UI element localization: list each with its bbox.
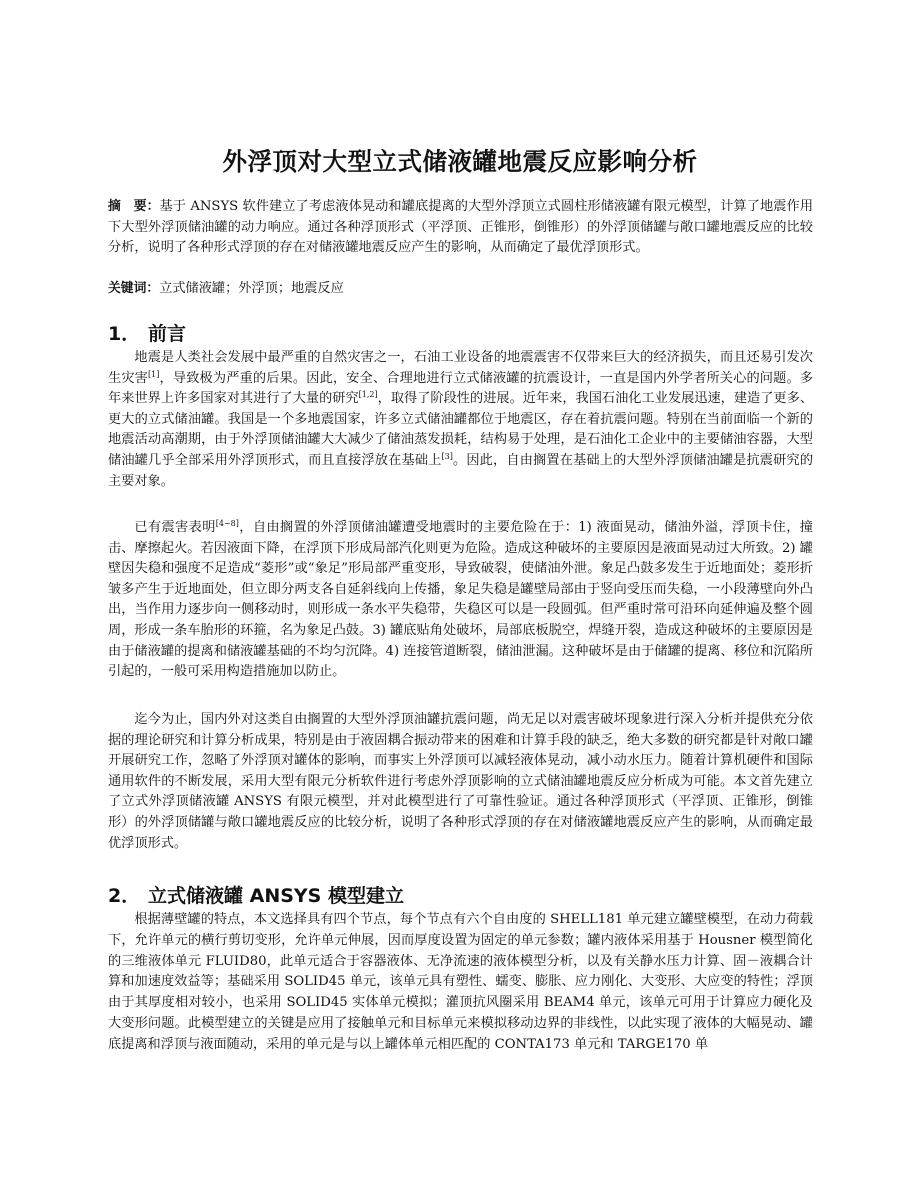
section-2-number: 2． — [108, 885, 141, 907]
text-run: ，导致极为严重的后果。因此，安全、合理地进行立式储液罐的抗震设计，一直是国内外学者所关心的问题。多年来世界上许多国家对其进行了大量的研究 — [108, 370, 814, 407]
citation: [4~8] — [215, 519, 239, 528]
section-1-number: 1． — [108, 323, 141, 345]
section-1-title: 前言 — [148, 323, 187, 345]
section-2-title: 立式储液罐 ANSYS 模型建立 — [148, 885, 404, 907]
citation: [3] — [441, 451, 453, 461]
abstract-text: 基于 ANSYS 软件建立了考虑液体晃动和罐底提离的大型外浮顶立式圆柱形储液罐有限元模型，计算了地震作用下大型外浮顶储油罐的动力响应。通过各种浮顶形式（平浮顶、正锥形，倒锥形）的外浮顶储罐与敞口罐地震反应的比较分析，说明了各种形式浮顶的存在对储液罐地震反应产生的影响，从而确定了最优浮顶形式。 — [108, 199, 814, 255]
section-2-heading — [108, 884, 813, 908]
paper-title: 外浮顶对大型立式储液罐地震反应影响分析 — [222, 147, 698, 176]
citation: [1] — [148, 369, 160, 379]
text-run: 已有震害表明 — [134, 520, 216, 535]
abstract — [108, 197, 813, 259]
section-1-paragraph-3: 迄今为止，国内外对这类自由搁置的大型外浮顶油罐抗震问题，尚无足以对震害破坏现象进行深入分析并提供充分依据的理论研究和计算分析成果，特别是由于液固耦合振动带来的困难和计算手段的缺乏，绝大多数的研究都是针对敞口罐开展研究工作，忽略了外浮顶对罐体的影响，而事实上外浮顶可以减轻液体晃动，减小动水压力。随着计算机硬件和国际通用软件的不断发展，采用大型有限元分析软件进行考虑外浮顶影响的立式储油罐地震反应分析成为可能。本文首先建立了立式外浮顶储液罐 ANSYS 有限元模型，并对此模型进行了可靠性验证。通过各种浮顶形式（平浮顶、正锥形，倒锥形）的外浮顶储罐与敞口罐地震反应的比较分析，说明了各种形式浮顶的存在对储液罐地震反应产生的影响，从而确定最优浮顶形式。 — [108, 712, 813, 851]
keywords — [108, 279, 813, 299]
section-1-paragraph-2 — [108, 518, 813, 683]
section-1-paragraph-1 — [108, 348, 813, 492]
abstract-label: 摘 要： — [108, 199, 160, 214]
section-1-heading — [108, 322, 813, 346]
keywords-label: 关键词： — [108, 281, 160, 296]
text-run: ，取得了阶段性的进展。近年来，我国石油化工业发展迅速，建造了更多、更大的立式储油罐。我国是一个多地震国家，许多立式储油罐都位于地震区，存在着抗震问题。特别在当前面临一个新的地震活动高潮期，由于外浮顶储油罐大大减少了储油蒸发损耗，结构易于处理，是石油化工企业中的主要储油容器，大型储油罐几乎全部采用外浮顶形式，而且直接浮放在基础上 — [108, 391, 814, 468]
text-run: 。因此，自由搁置在基础上的大型外浮顶储油罐是抗震研究的主要对象。 — [108, 452, 814, 489]
text-run: 地震是人类社会发展中最严重的自然灾害之一，石油工业设备的地震震害不仅带来巨大的经济损失，而且还易引发次生灾害 — [108, 350, 813, 386]
keywords-text: 立式储液罐；外浮顶；地震反应 — [159, 281, 344, 296]
text-run: ，自由搁置的外浮顶储油罐遭受地震时的主要危险在于：1) 液面晃动，储油外溢，浮顶卡住，撞击、摩擦起火。若因液面下降，在浮顶下形成局部汽化则更为危险。造成这种破坏的主要原因是液面晃动过大所致。2) 罐壁因失稳和强度不足造成“菱形”或“象足”形局部严重变形，导致破裂，使储油外泄。象足凸鼓多发生于近地面处；菱形折皱多产生于近地面处，但立即分两支各自延斜线向上传播，象足失稳是罐壁局部由于竖向受压而失稳，一小段薄壁向外凸出，当作用力逐步向一侧移动时，则形成一条水平失稳带，失稳区可以是一段圆弧。但严重时常可沿环向延伸遍及整个圆周，形成一条车胎形的环箍，名为象足凸鼓。3) 罐底贴角处破坏，局部底板脱空，焊缝开裂，造成这种破坏的主要原因是由于储液罐的提离和储液罐基础的不均匀沉降。4) 连接管道断裂，储油泄漏。这种破坏是由于储罐的提离、移位和沉陷所引起的，一般可采用构造措施加以防止。 — [108, 520, 813, 680]
section-2-paragraph-1: 根据薄壁罐的特点，本文选择具有四个节点，每个节点有六个自由度的 SHELL181 单元建立罐壁模型，在动力荷载下，允许单元的横行剪切变形，允许单元伸展，因而厚度设置为固定的单元参数；罐内液体采用基于 Housner 模型简化的三维液体单元 FLUID80，此单元适合于容器液体、无净流速的液体模型分析，以及有关静水压力计算、固－液耦合计算和加速度效益等；基础采用 SOLID45 单元，该单元具有塑性、蠕变、膨胀、应力刚化、大变形、大应变的特性；浮顶由于其厚度相对较小，也采用 SOLID45 实体单元模拟；灌顶抗风圈采用 BEAM4 单元，该单元可用于计算应力硬化及大变形问题。此模型建立的关键是应用了接触单元和目标单元来模拟移动边界的非线性，以此实现了液体的大幅晃动、罐底提离和浮顶与液面随动，采用的单元是与以上罐体单元相匹配的 CONTA173 单元和 TARGE170 单 — [108, 912, 813, 1052]
citation: [1,2] — [358, 390, 378, 400]
